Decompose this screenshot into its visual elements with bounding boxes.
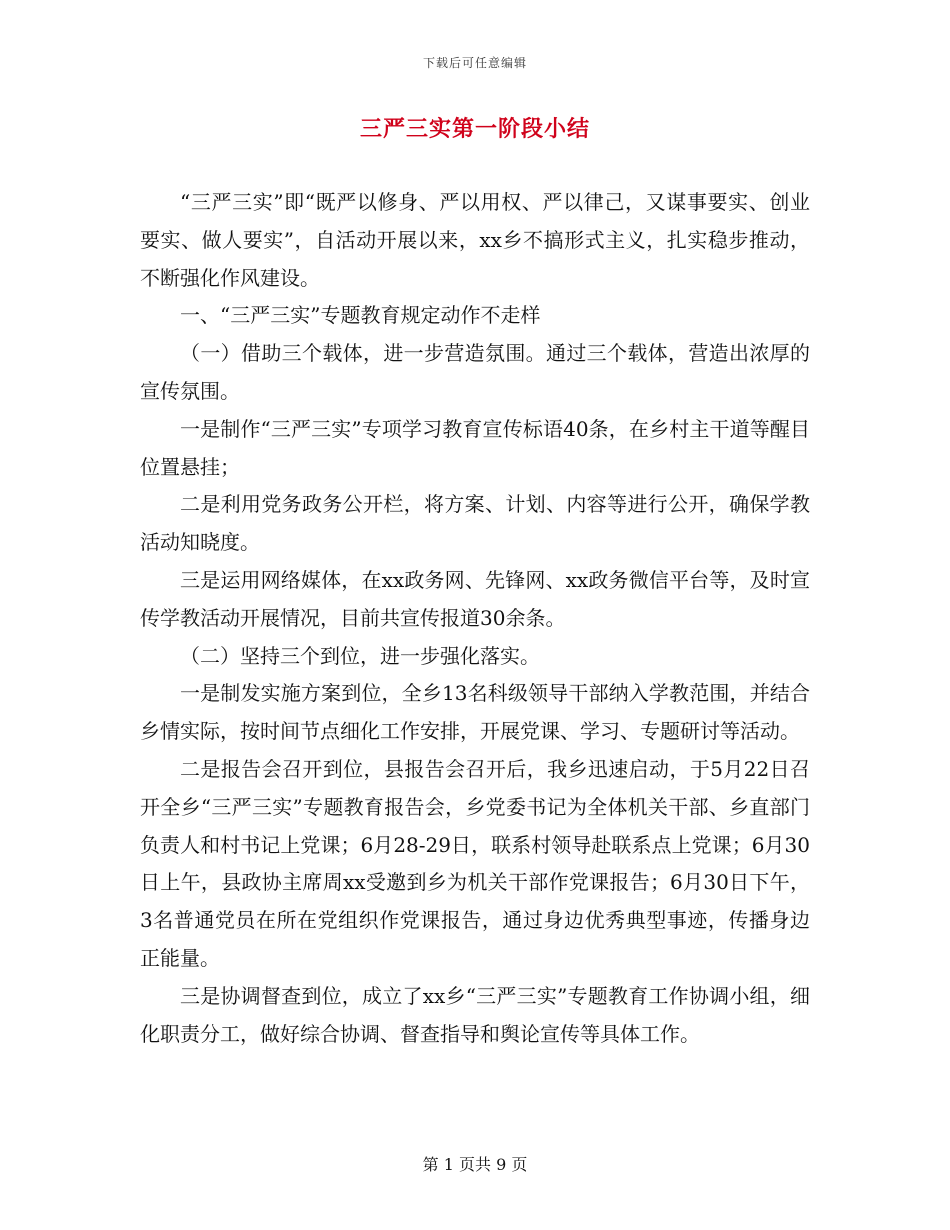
document-body <box>140 184 810 1053</box>
paragraph-item: 一是制发实施方案到位，全乡13名科级领导干部纳入学教范围，并结合乡情实际，按时间节点细化工作安排，开展党课、学习、专题研讨等活动。 <box>140 681 810 744</box>
document-title: 三严三实第一阶段小结 <box>359 116 590 142</box>
paragraph-item: 三是运用网络媒体，在xx政务网、先锋网、xx政务微信平台等，及时宣传学教活动开展情况，目前共宣传报道30余条。 <box>140 567 810 630</box>
subsection-heading-2: （二）坚持三个到位，进一步强化落实。 <box>180 643 540 668</box>
paragraph-item: 二是报告会召开到位，县报告会召开后，我乡迅速启动，于5月22日召开全乡“三严三实”专题教育报告会，乡党委书记为全体机关干部、乡直部门负责人和村书记上党课；6月28-29日，联系村领导赴联系点上党课；6月30日上午，县政协主席周xx受邀到乡为机关干部作党课报告；6月30日下午，3名普通党员在所在党组织作党课报告，通过身边优秀典型事迹，传播身边正能量。 <box>140 756 810 970</box>
paragraph-intro: “三严三实”即“既严以修身、严以用权、严以律己，又谋事要实、创业要实、做人要实”，自活动开展以来，xx乡不搞形式主义，扎实稳步推动，不断强化作风建设。 <box>140 190 810 290</box>
page-header: 下载后可任意编辑 <box>422 56 527 70</box>
subsection-heading-1: （一）借助三个载体，进一步营造氛围。通过三个载体，营造出浓厚的宣传氛围。 <box>140 341 810 403</box>
paragraph-item: 三是协调督查到位，成立了xx乡“三严三实”专题教育工作协调小组，细化职责分工，做好综合协调、督查指导和舆论宣传等具体工作。 <box>140 983 810 1046</box>
paragraph-item: 二是利用党务政务公开栏，将方案、计划、内容等进行公开，确保学教活动知晓度。 <box>140 492 810 555</box>
paragraph-item: 一是制作“三严三实”专项学习教育宣传标语40条，在乡村主干道等醒目位置悬挂； <box>140 416 810 479</box>
page-number: 第 1 页共 9 页 <box>422 1155 528 1174</box>
section-heading-1: 一、“三严三实”专题教育规定动作不走样 <box>180 303 541 328</box>
